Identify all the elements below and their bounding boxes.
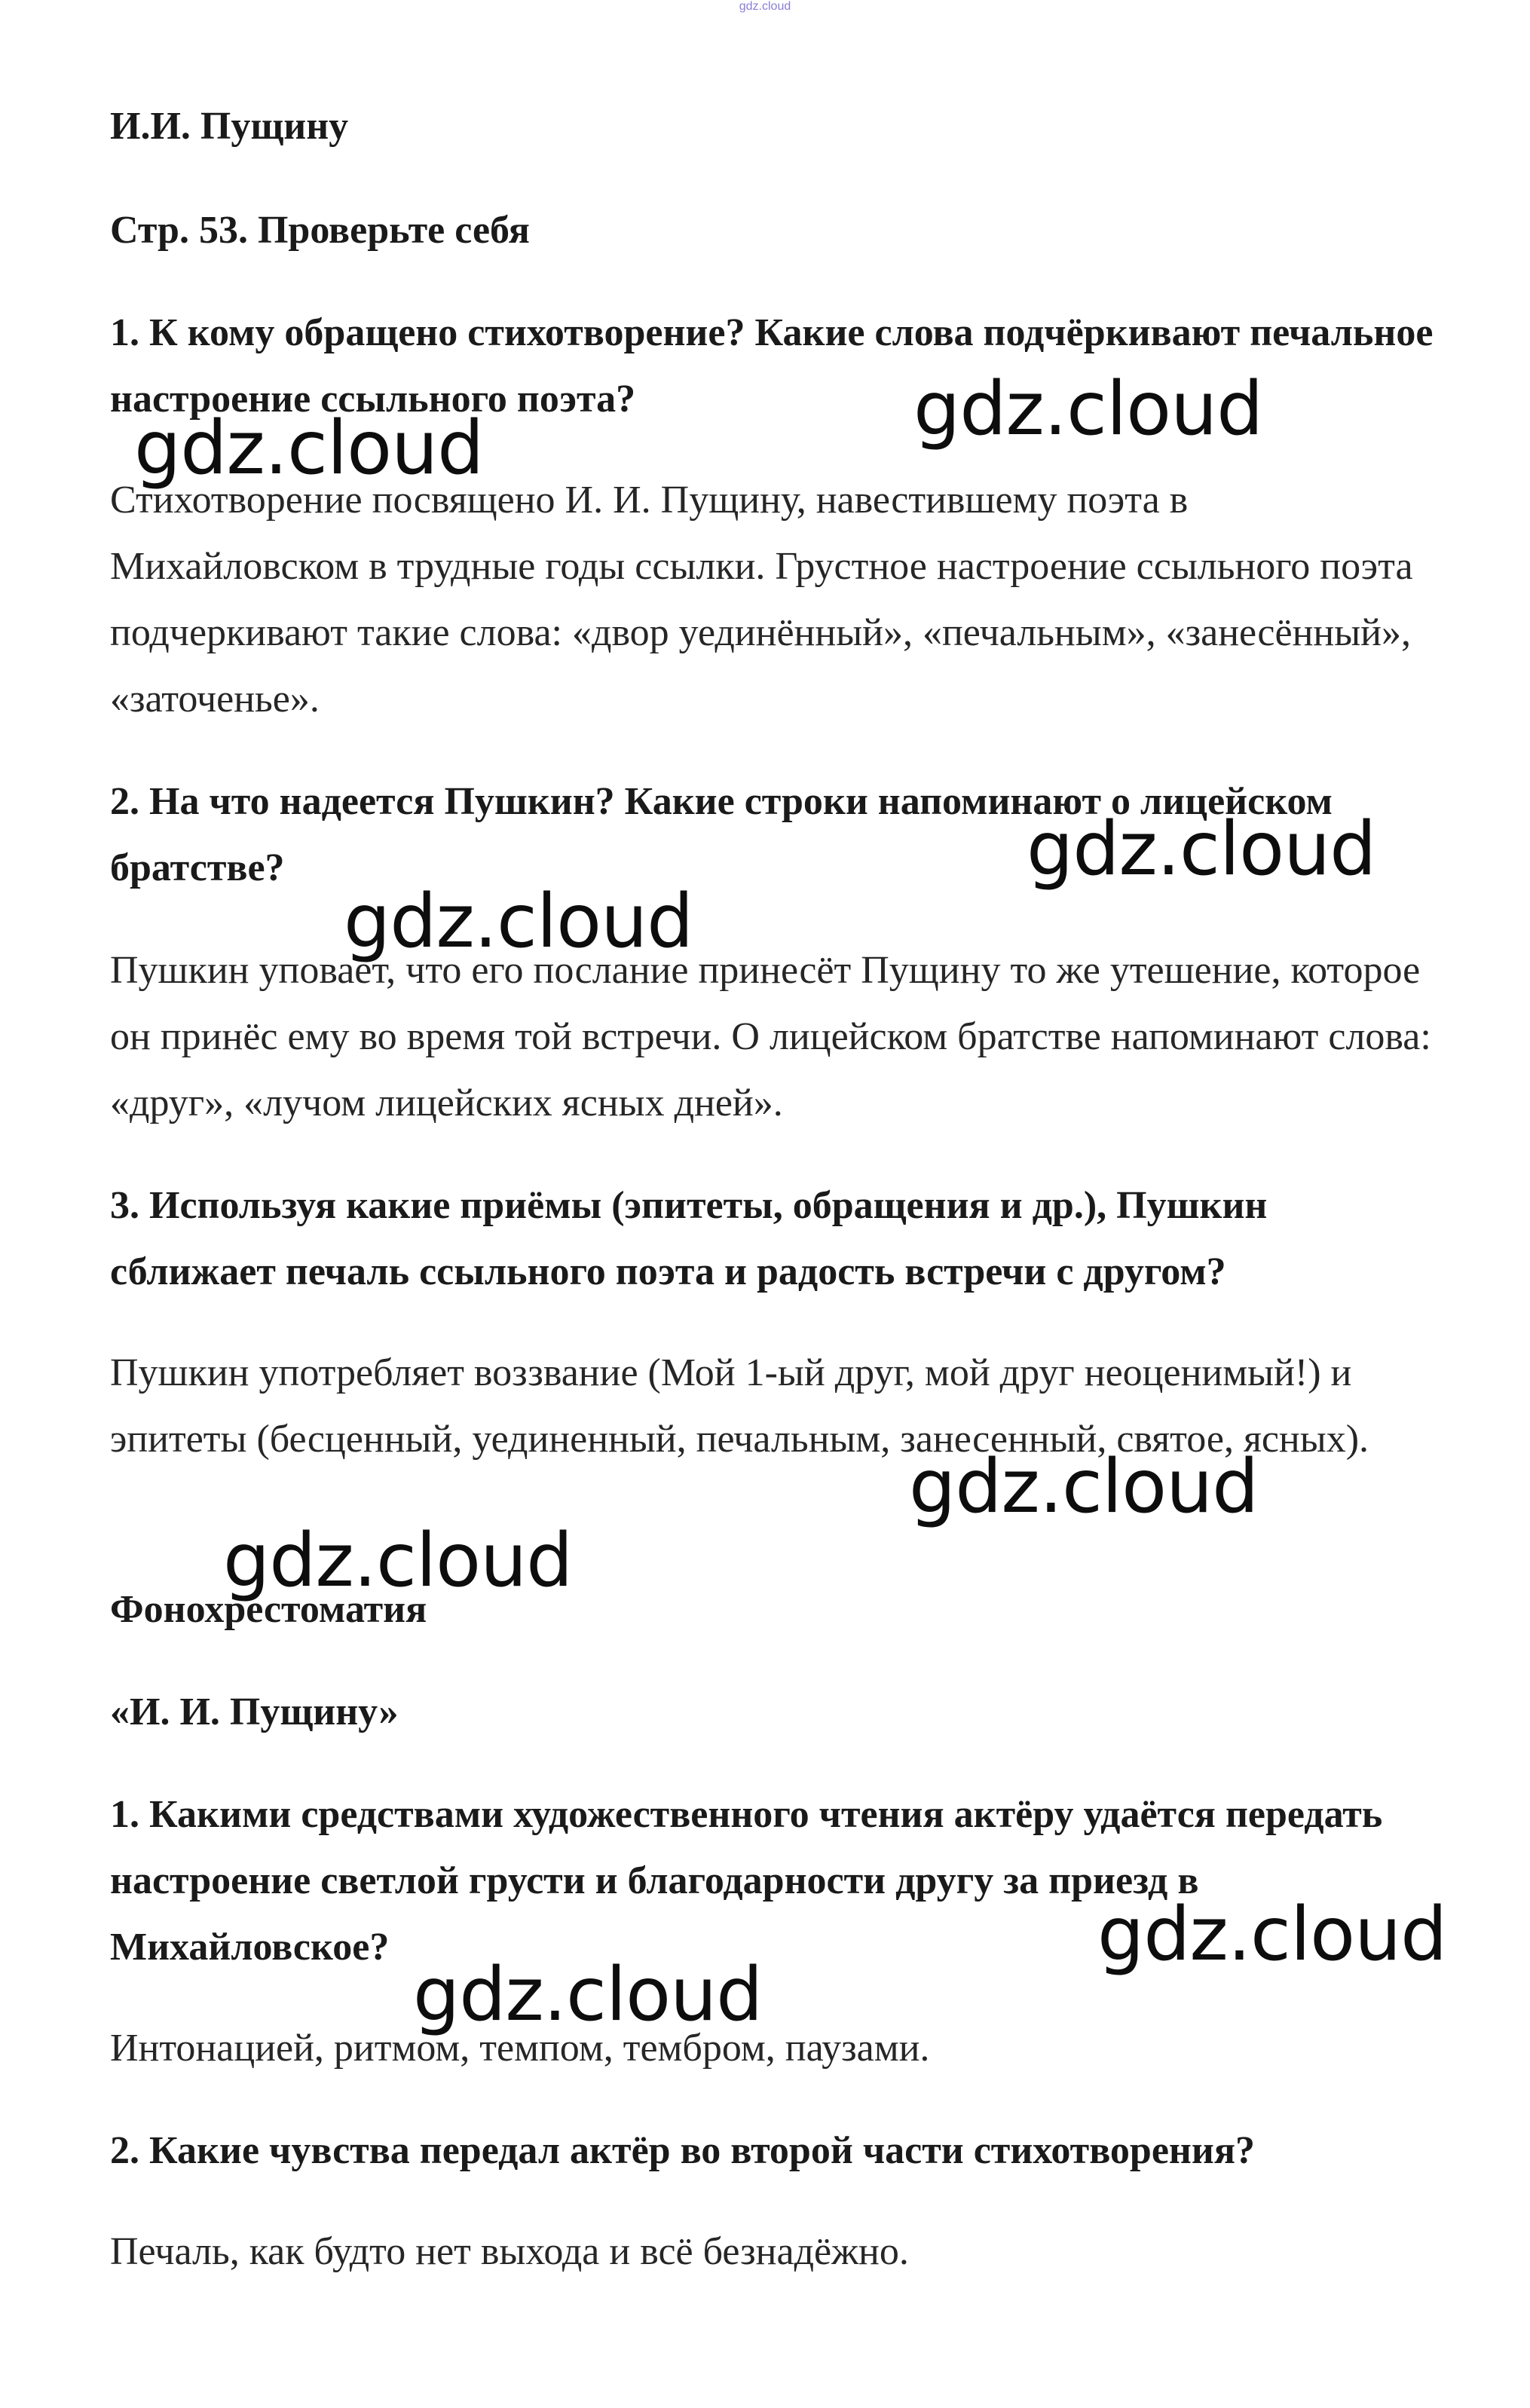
poem-title: «И. И. Пущину» bbox=[110, 1690, 399, 1733]
question-4: 1. Какими средствами художественного чтения актёру удаётся передать настроение светлой грусти и благодарности другу за приезд в Михайловское? bbox=[110, 1793, 1383, 1969]
watermark: gdz.cloud bbox=[413, 1952, 763, 2038]
watermark: gdz.cloud bbox=[223, 1518, 573, 1604]
question-1: 1. К кому обращено стихотворение? Какие слова подчёркивают печальное настроение ссыльного поэта? bbox=[110, 311, 1434, 421]
answer-5: Печаль, как будто нет выхода и всё безнадёжно. bbox=[110, 2230, 909, 2273]
site-mark: gdz.cloud bbox=[739, 0, 791, 13]
answer-3: Пушкин употребляет воззвание (Мой 1-ый друг, мой друг неоценимый!) и эпитеты (бесценный, уединенный, печальным, занесенный, святое, ясных). bbox=[110, 1351, 1369, 1461]
section-heading: Стр. 53. Проверьте себя bbox=[110, 209, 530, 252]
document-title: И.И. Пущину bbox=[110, 105, 349, 148]
watermark: gdz.cloud bbox=[134, 405, 484, 491]
watermark: gdz.cloud bbox=[1027, 806, 1376, 892]
answer-1: Стихотворение посвящено И. И. Пущину, навестившему поэта в Михайловском в трудные годы ссылки. Грустное настроение ссыльного поэта подчеркивают такие слова: «двор уединённый», «печальным», «занесённый», «заточенье». bbox=[110, 479, 1413, 721]
answer-4: Интонацией, ритмом, темпом, тембром, паузами. bbox=[110, 2027, 930, 2070]
watermark: gdz.cloud bbox=[913, 366, 1263, 452]
section-heading-phono: Фонохрестоматия bbox=[110, 1588, 427, 1631]
watermark: gdz.cloud bbox=[344, 879, 693, 965]
watermark: gdz.cloud bbox=[1097, 1892, 1447, 1978]
question-5: 2. Какие чувства передал актёр во второй части стихотворения? bbox=[110, 2129, 1255, 2172]
answer-2: Пушкин уповает, что его послание принесёт Пущину то же утешение, которое он принёс ему во время той встречи. О лицейском братстве напоминают слова: «друг», «лучом лицейских ясных дней». bbox=[110, 949, 1431, 1124]
question-2: 2. На что надеется Пушкин? Какие строки напоминают о лицейском братстве? bbox=[110, 780, 1333, 889]
question-3: 3. Используя какие приёмы (эпитеты, обращения и др.), Пушкин сближает печаль ссыльного поэта и радость встречи с другом? bbox=[110, 1184, 1268, 1293]
watermark: gdz.cloud bbox=[909, 1444, 1259, 1530]
